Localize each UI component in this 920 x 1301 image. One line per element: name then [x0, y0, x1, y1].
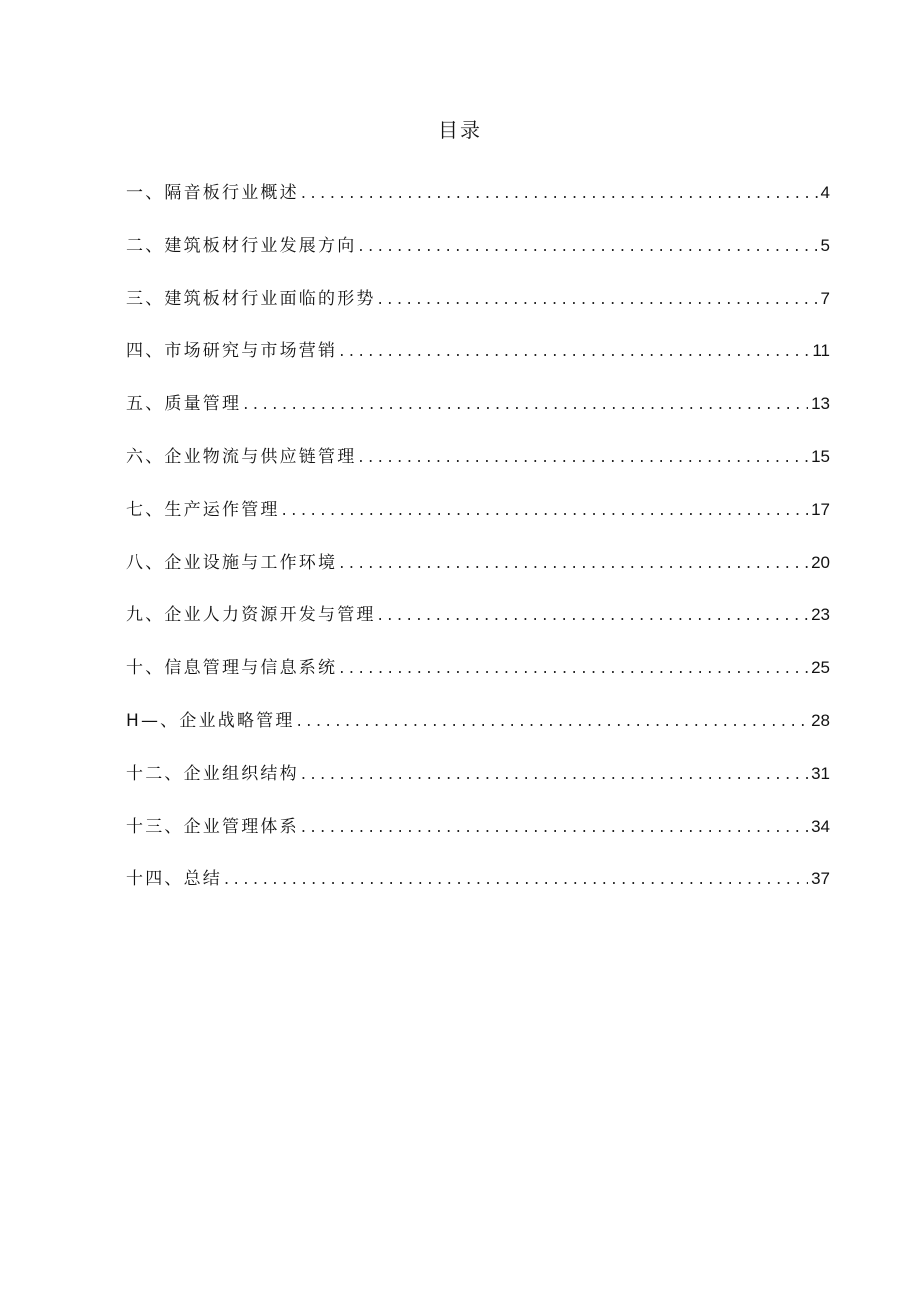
toc-entry[interactable]	[126, 231, 830, 284]
toc-entry[interactable]	[126, 812, 830, 865]
toc-entry[interactable]	[126, 600, 830, 653]
toc-page-number: 25	[811, 658, 830, 678]
toc-entry-label: 十三、企业管理体系	[126, 816, 299, 837]
toc-dot-leader	[301, 812, 808, 842]
toc-entry[interactable]	[126, 759, 830, 812]
toc-page-number: 20	[811, 552, 830, 572]
toc-entry[interactable]	[126, 548, 830, 601]
toc-entry-label: 十四、总结	[126, 869, 222, 890]
toc-entry[interactable]	[126, 653, 830, 706]
toc-dot-leader	[378, 600, 808, 630]
toc-entry[interactable]	[126, 442, 830, 495]
toc-dot-leader	[243, 389, 808, 419]
toc-dot-leader	[297, 706, 808, 736]
toc-entry-label: 二、建筑板材行业发展方向	[126, 235, 357, 256]
toc-page-number: 37	[811, 869, 830, 889]
toc-dot-leader	[224, 864, 808, 894]
toc-entry[interactable]	[126, 495, 830, 548]
table-of-contents	[126, 178, 830, 917]
toc-page-number: 7	[820, 288, 830, 308]
toc-page-number: 15	[811, 446, 830, 466]
toc-page-number: 11	[812, 341, 830, 361]
toc-entry-label: 四、市场研究与市场营销	[126, 341, 338, 362]
toc-entry-label: 五、质量管理	[126, 394, 242, 415]
toc-entry-label: 三、建筑板材行业面临的形势	[126, 288, 376, 309]
toc-entry[interactable]	[126, 336, 830, 389]
toc-page-number: 23	[811, 605, 830, 625]
toc-entry[interactable]	[126, 706, 830, 759]
toc-page-number: 5	[820, 235, 830, 255]
toc-page-number: 17	[811, 499, 830, 519]
toc-page-number: 4	[820, 183, 830, 202]
toc-entry[interactable]	[126, 284, 830, 337]
toc-title: 目录	[438, 118, 482, 142]
toc-entry[interactable]	[126, 864, 830, 917]
toc-entry-label: 十二、企业组织结构	[126, 763, 299, 784]
toc-entry[interactable]	[126, 178, 830, 231]
toc-dot-leader	[378, 284, 818, 314]
toc-page-number: 28	[811, 710, 830, 730]
toc-dot-leader	[282, 495, 808, 525]
toc-entry-label: 六、企业物流与供应链管理	[126, 446, 357, 467]
toc-dot-leader	[358, 442, 808, 472]
toc-entry-label: 九、企业人力资源开发与管理	[126, 605, 376, 626]
toc-entry-label: 七、生产运作管理	[126, 499, 280, 520]
toc-entry-label: H—、企业战略管理	[126, 710, 295, 731]
toc-entry-label: 一、隔音板行业概述	[126, 183, 299, 203]
toc-dot-leader	[339, 336, 809, 366]
toc-page-number: 34	[811, 816, 830, 836]
toc-page-number: 13	[811, 394, 830, 414]
toc-dot-leader	[339, 548, 808, 578]
toc-entry-label: 十、信息管理与信息系统	[126, 658, 338, 679]
toc-page-number: 31	[811, 763, 830, 783]
toc-dot-leader	[301, 759, 808, 789]
toc-entry-label: 八、企业设施与工作环境	[126, 552, 338, 573]
toc-dot-leader	[339, 653, 808, 683]
toc-entry[interactable]	[126, 389, 830, 442]
toc-dot-leader	[301, 178, 818, 208]
toc-dot-leader	[358, 231, 817, 261]
